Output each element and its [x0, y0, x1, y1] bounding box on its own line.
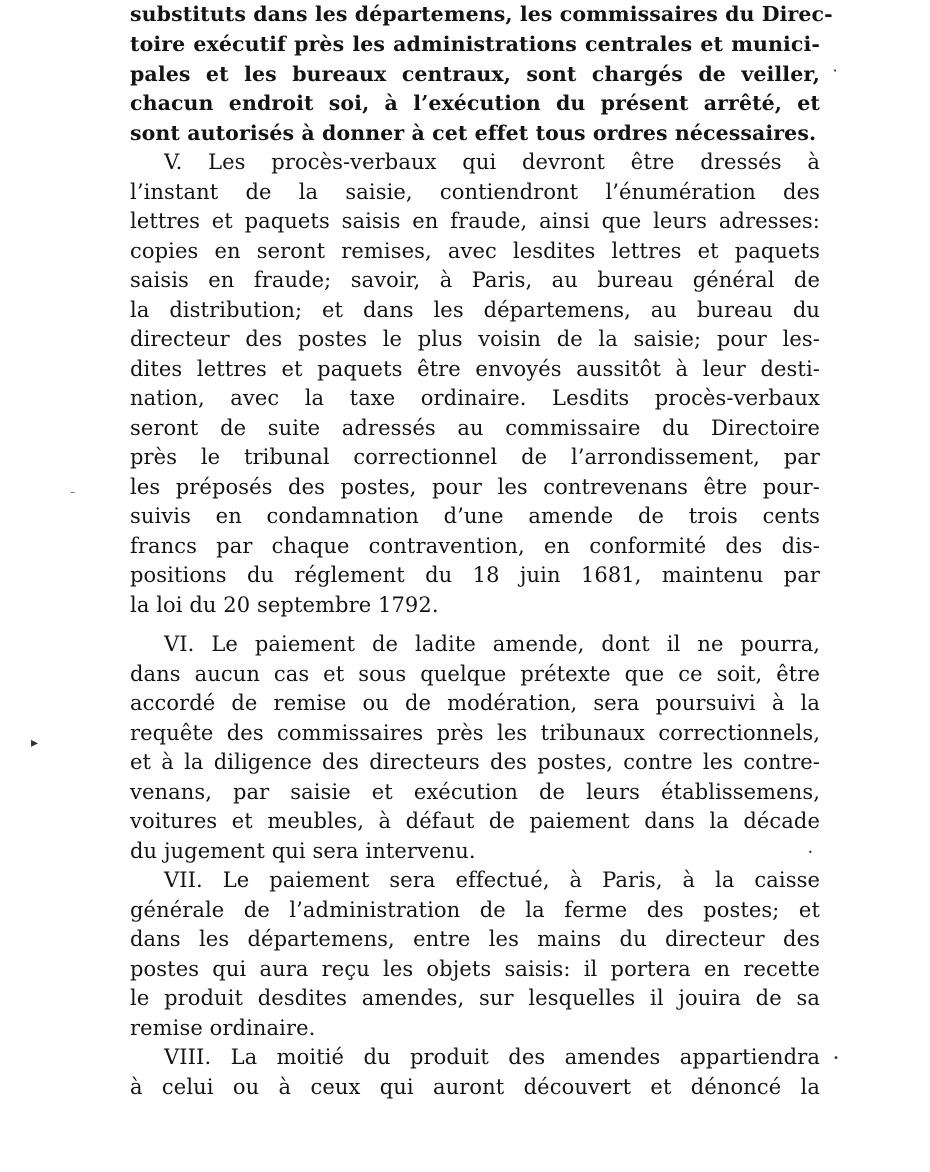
article-viii-heading-line: VIII. La moitié du produit des amendes appartiendra	[164, 1045, 820, 1069]
text-line: saisis en fraude; savoir, à Paris, au bureau général de	[130, 268, 820, 292]
text-line: le produit desdites amendes, sur lesquelles il jouira de sa	[130, 986, 820, 1010]
article-v-heading-line: V. Les procès-verbaux qui devront être dressés à	[164, 150, 820, 174]
text-line: francs par chaque contravention, en conformité des dis-	[130, 533, 820, 558]
article-vii-heading-line: VII. Le paiement sera effectué, à Paris, à la caisse	[164, 868, 820, 892]
text-line: accordé de remise ou de modération, sera poursuivi à la	[130, 691, 820, 715]
text-line: près le tribunal correctionnel de l’arrondissement, par	[130, 445, 820, 469]
text-line: sont autorisés à donner à cet effet tous ordres nécessaires.	[130, 120, 817, 145]
text-line: requête des commissaires près les tribunaux correctionnels,	[130, 720, 820, 745]
text-line: venans, par saisie et exécution de leurs établissemens,	[130, 779, 820, 804]
text-line: voitures et meubles, à défaut de paiement dans la décade	[130, 809, 820, 833]
text-line: directeur des postes le plus voisin de la saisie; pour les-	[130, 327, 820, 351]
text-line: à celui ou à ceux qui auront découvert et dénoncé la	[130, 1074, 820, 1099]
text-line: du jugement qui sera intervenu.	[130, 838, 476, 863]
text-line: et à la diligence des directeurs des postes, contre les contre-	[130, 750, 820, 774]
text-line: nation, avec la taxe ordinaire. Lesdits procès-verbaux	[130, 386, 820, 410]
text-line: chacun endroit soi, à l’exécution du présent arrêté, et	[130, 91, 820, 115]
scan-speck: ▸	[31, 735, 39, 751]
text-line: toire exécutif près les administrations centrales et munici-	[130, 32, 820, 56]
text-line: dans les départemens, entre les mains du directeur des	[130, 927, 820, 951]
text-line: la loi du 20 septembre 1792.	[130, 592, 439, 617]
article-vi-heading-line: VI. Le paiement de ladite amende, dont il ne pourra,	[164, 632, 820, 656]
text-line: dans aucun cas et sous quelque prétexte que ce soit, être	[130, 661, 820, 686]
text-line: la distribution; et dans les départemens, au bureau du	[130, 297, 820, 322]
article-text	[130, 0, 833, 1102]
scan-speck: –	[70, 487, 75, 498]
text-line: substituts dans les départemens, les commissaires du Direc-	[130, 2, 833, 26]
scan-speck: •	[808, 848, 813, 857]
text-line: l’instant de la saisie, contiendront l’énumération des	[130, 179, 820, 204]
text-line: copies en seront remises, avec lesdites lettres et paquets	[130, 238, 820, 263]
scan-speck: •	[833, 1053, 839, 1064]
text-line: positions du réglement du 18 juin 1681, maintenu par	[130, 563, 820, 587]
text-line: générale de l’administration de la ferme des postes; et	[130, 897, 820, 922]
text-line: postes qui aura reçu les objets saisis: il portera en recette	[130, 956, 820, 981]
text-line: lettres et paquets saisis en fraude, ainsi que leurs adresses:	[130, 209, 820, 233]
scan-speck: •	[833, 67, 838, 75]
text-line: les préposés des postes, pour les contrevenans être pour-	[130, 474, 820, 499]
text-line: seront de suite adressés au commissaire du Directoire	[130, 415, 820, 440]
text-line: suivis en condamnation d’une amende de trois cents	[130, 504, 820, 528]
text-line: remise ordinaire.	[130, 1015, 316, 1040]
text-line: pales et les bureaux centraux, sont chargés de veiller,	[130, 61, 820, 86]
text-line: dites lettres et paquets être envoyés aussitôt à leur desti-	[130, 356, 820, 381]
